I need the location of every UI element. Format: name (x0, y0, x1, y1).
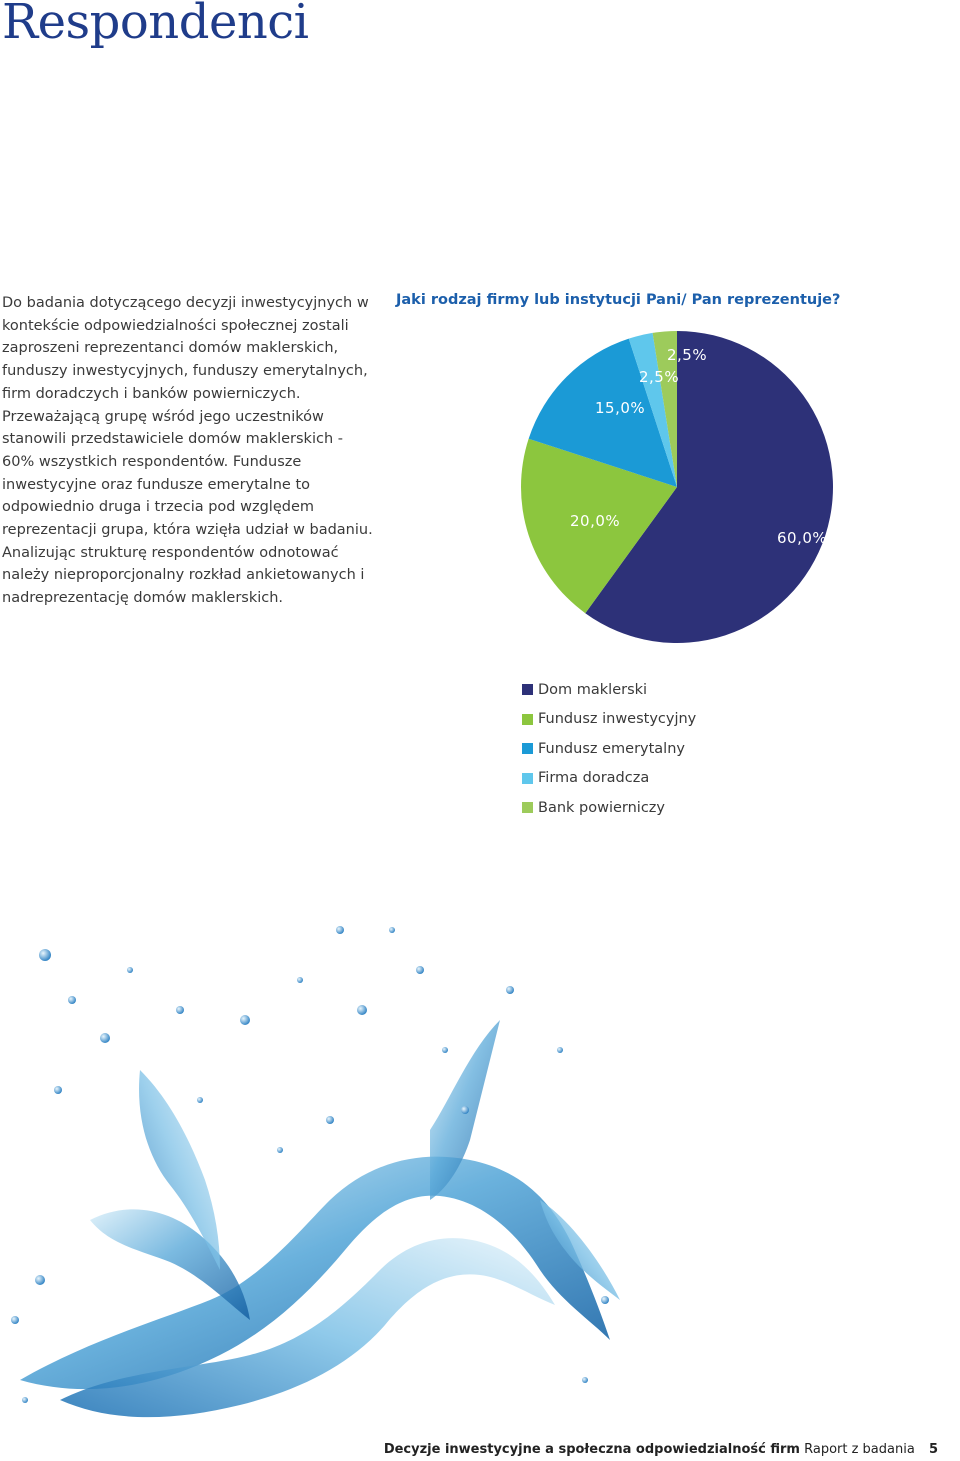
pie-chart (490, 325, 840, 655)
footer-report-subtitle: Raport z badania (804, 1442, 915, 1457)
pie-label-fundusz-inwestycyjny: 20,0% (570, 512, 621, 530)
legend-item-firma-doradcza (522, 764, 696, 794)
legend-label: Fundusz emerytalny (538, 740, 685, 757)
legend-label: Dom maklerski (538, 681, 648, 698)
legend-swatch (522, 714, 533, 725)
legend-swatch (522, 802, 533, 813)
chart-legend (522, 675, 696, 823)
pie-label-fundusz-emerytalny: 15,0% (595, 399, 646, 417)
page-footer (384, 1442, 938, 1457)
water-splash-image (0, 900, 640, 1440)
legend-item-fundusz-emerytalny (522, 734, 696, 764)
legend-item-bank-powierniczy (522, 793, 696, 823)
footer-report-title: Decyzje inwestycyjne a społeczna odpowiedzialność firm (383, 1442, 800, 1457)
legend-label: Bank powierniczy (538, 799, 666, 816)
pie-label-dom-maklerski: 60,0% (777, 529, 828, 547)
pie-label-bank-powierniczy: 2,5% (667, 346, 708, 364)
intro-paragraph: Do badania dotyczącego decyzji inwestycyjnych w kontekście odpowiedzialności społecznej zostali zaproszeni reprezentanci domów maklerskich, funduszy inwestycyjnych, funduszy emerytalnych, firm doradczych i banków powierniczych. Przeważającą grupę wśród jego uczestników stanowili przedstawiciele domów maklerskich - 60% wszystkich respondentów. Fundusze inwestycyjne oraz fundusze emerytalne to odpowiednio druga i trzecia pod względem reprezentacji grupa, która wzięła udział w badaniu. Analizując strukturę respondentów odnotować należy nieproporcjonalny rozkład ankietowanych i nadreprezentację domów maklerskich. (2, 295, 373, 607)
page-title: Respondenci (2, 0, 309, 50)
pie-label-firma-doradcza: 2,5% (639, 368, 680, 386)
legend-label: Fundusz inwestycyjny (538, 711, 697, 728)
legend-swatch (522, 773, 533, 784)
legend-item-dom-maklerski (522, 675, 696, 705)
legend-item-fundusz-inwestycyjny (522, 705, 696, 735)
chart-title: Jaki rodzaj firmy lub instytucji Pani/ Pan reprezentuje? (396, 292, 841, 308)
legend-label: Firma doradcza (538, 770, 650, 787)
legend-swatch (522, 684, 533, 695)
legend-swatch (522, 743, 533, 754)
page-number: 5 (928, 1442, 938, 1457)
